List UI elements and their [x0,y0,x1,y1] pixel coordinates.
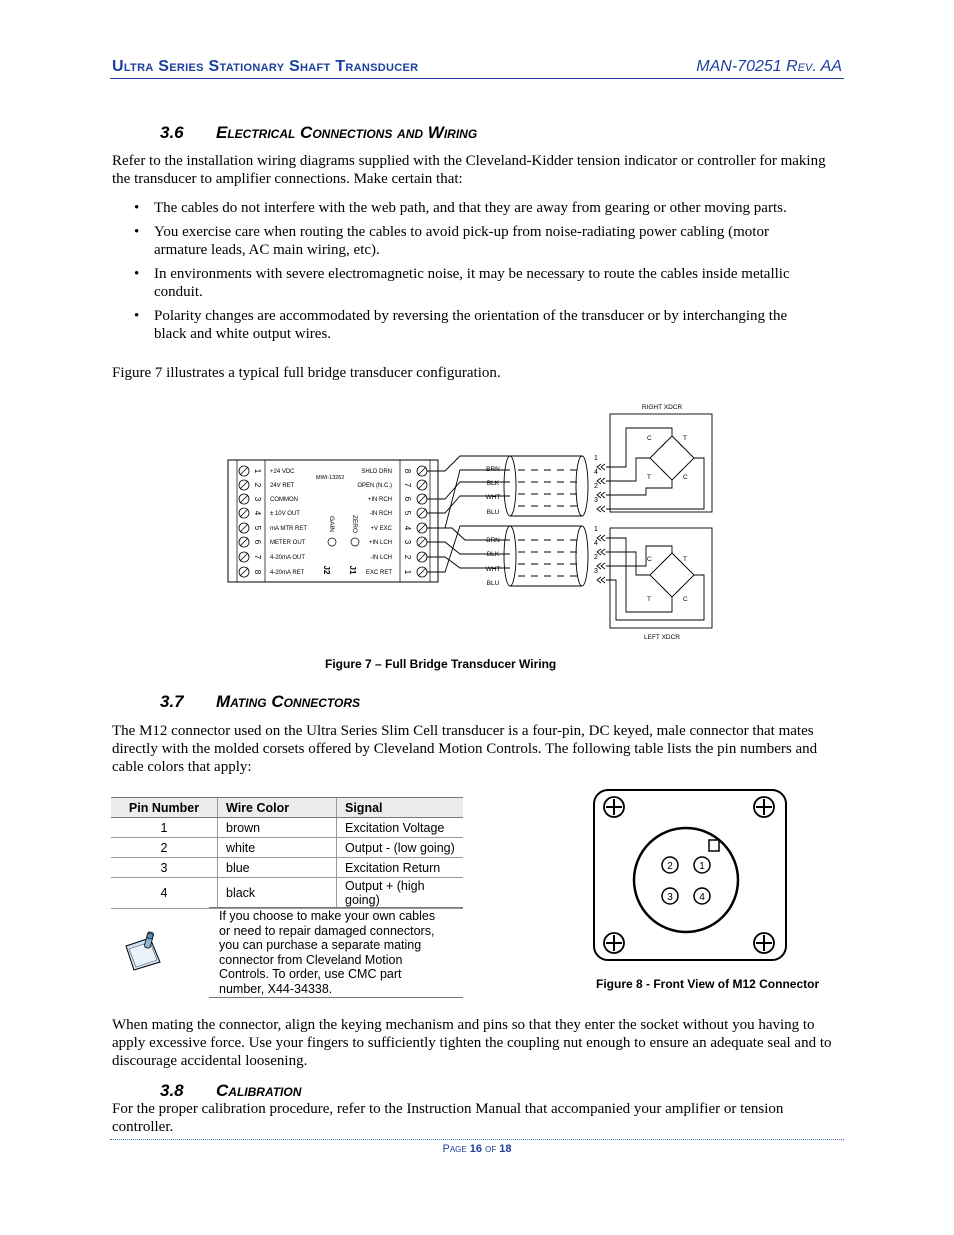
pin-number: 8 [403,468,412,474]
gain-label: GAIN [328,516,335,532]
table-cell: black [218,878,337,909]
zero-label: ZERO [351,514,358,534]
right-bridge [606,428,704,509]
header-doc-number: MAN-70251 Rev. AA [696,58,842,75]
left-transducer-box [610,528,712,628]
column-header: Pin Number [111,798,218,818]
table-cell: blue [218,858,337,878]
j1-label: J1 [348,565,357,575]
note-bottom-rule [209,997,463,998]
wire-label: BLU [486,509,500,516]
mating-paragraph: When mating the connector, align the keying mechanism and pins so that they enter the socket without you having to apply excessive force. Use your fingers to sufficiently tighten the coupling nut enough to ensure an adequate seal and to discourage accidental loosening. [112,1017,832,1069]
connector-key [709,840,719,851]
connector-pins-bottom [594,526,598,575]
wire-label: WHT [485,494,501,501]
memo-note-icon [120,928,166,974]
table-cell: 1 [111,818,218,838]
terminal-label: METER OUT [270,540,306,546]
section-3-8-heading [160,1081,301,1101]
pin-number: 2 [594,483,598,490]
left-bridge [606,538,704,620]
table-row [111,838,463,858]
table-header-row [111,798,463,818]
section-3-6-intro: Refer to the installation wiring diagrams supplied with the Cleveland-Kidder tension indicator or controller for making the transducer to amplifier connections. Make certain that: [112,153,826,187]
page-total: 18 [499,1143,512,1155]
pin-number: 3 [253,496,262,502]
section-title: Calibration [216,1081,302,1100]
j2-label: J2 [322,565,331,575]
pin-number: 2 [253,482,262,488]
list-item: • You exercise care when routing the cables to avoid pick-up from noise-radiating power cabling (motor armature leads, AC main wiring, etc). [112,223,812,259]
terminal-label: EXC RET [365,570,392,576]
wire-label: BLK [486,551,500,558]
table-cell: 3 [111,858,218,878]
cable-right-transducer [504,456,588,516]
pin-number: 3 [594,568,598,575]
terminal-label: +IN RCH [367,497,392,503]
bridge-label: T [647,596,651,603]
bridge-label: T [647,474,651,481]
wire-color-labels-top [486,466,501,516]
mounting-screw-icon [604,933,624,953]
table-row [111,878,463,909]
table-cell: Excitation Return [337,858,464,878]
list-item: • In environments with severe electromagnetic noise, it may be necessary to route the cables inside metallic conduit. [112,265,812,301]
page-footer [0,1143,954,1155]
pin-label: 1 [699,861,705,872]
pin-number: 3 [403,539,412,545]
terminal-label: 24V RET [270,483,295,489]
wire-label: BLU [486,580,500,587]
table-cell: 2 [111,838,218,858]
of-word: of [485,1143,497,1155]
figure-8-caption: Figure 8 - Front View of M12 Connector [596,977,820,991]
page-word: Page [442,1143,467,1155]
connector-pins-top [594,455,598,504]
wire-color-labels-bottom [486,537,501,587]
bridge-label: C [683,596,688,603]
figure-7-caption: Figure 7 – Full Bridge Transducer Wiring [325,657,557,671]
section-3-8-text: For the proper calibration procedure, refer to the Instruction Manual that accompanied your amplifier or tension controller. [112,1101,784,1135]
pin-number: 4 [253,510,262,516]
cable-left-transducer [504,526,588,586]
table-cell: Output - (low going) [337,838,464,858]
table-cell: brown [218,818,337,838]
column-header: Wire Color [218,798,337,818]
pin-number: 4 [594,540,598,547]
page-number: 16 [469,1143,483,1155]
mounting-screw-icon [604,797,624,817]
bridge-label: T [683,556,687,563]
table-cell: 4 [111,878,218,909]
pin-number: 6 [403,496,412,502]
section-title: Electrical Connections and Wiring [216,123,478,142]
pin-label: 2 [667,861,673,872]
wire-label: WHT [485,566,501,573]
pin-number: 5 [403,510,412,516]
terminal-label: OPEN (N.C.) [357,483,392,489]
connector-chevrons [597,464,605,583]
note-top-rule [209,907,463,908]
terminal-label: -IN RCH [369,511,392,517]
pin-number: 5 [253,525,262,531]
right-transducer-box [610,414,712,512]
table-row [111,818,463,838]
pin-number: 1 [253,468,262,474]
pin-number: 2 [403,554,412,560]
note-text: If you choose to make your own cables or need to repair damaged connectors, you can purchase a separate mating connector from Cleveland Motion Controls. To order, use CMC part number, X44-34338. [219,909,436,996]
pin-number: 8 [253,569,262,575]
terminal-label: ± 10V OUT [270,511,300,517]
board-model: MWI-13262 [316,475,345,481]
pin-number: 1 [594,526,598,533]
terminal-label: -IN LCH [370,555,392,561]
terminal-label: SHLD DRN [361,469,392,475]
connector-body [634,828,738,932]
mounting-screw-icon [754,797,774,817]
table-cell: white [218,838,337,858]
left-xdcr-label: LEFT XDCR [644,634,680,641]
terminal-label: +V EXC [370,526,392,532]
table-row [111,858,463,878]
pin-number: 7 [403,482,412,488]
section-3-7-heading [160,692,360,712]
terminal-label: mA MTR RET [270,526,307,532]
section-number: 3.8 [160,1081,184,1100]
figure-7-reference: Figure 7 illustrates a typical full bridge transducer configuration. [112,365,501,381]
requirements-list [112,199,812,349]
terminal-label: +24 VDC [270,469,295,475]
terminal-label: 4-20mA OUT [270,555,306,561]
pin-number: 2 [594,554,598,561]
pin-table [111,797,463,909]
terminal-label: COMMON [270,497,298,503]
bridge-label: T [683,435,687,442]
bridge-label: C [647,556,652,563]
pin-number: 6 [253,539,262,545]
list-item: • Polarity changes are accommodated by reversing the orientation of the transducer or by interchanging the black and white output wires. [112,307,812,343]
pin-number: 4 [403,525,412,531]
right-xdcr-label: RIGHT XDCR [641,404,683,411]
pin-label: 3 [667,892,673,903]
wire-label: BRN [486,537,500,544]
terminal-label: 4-20mA RET [270,570,305,576]
section-3-6-heading [160,123,477,143]
mounting-screw-icon [754,933,774,953]
pin-number: 1 [403,569,412,575]
wire-label: BRN [486,466,500,473]
bridge-label: C [647,435,652,442]
bridge-label: C [683,474,688,481]
wiring-diagram [220,398,720,644]
header-rule [110,78,844,79]
table-cell: Output + (high going) [337,878,464,909]
column-header: Signal [337,798,464,818]
pin-number: 3 [594,497,598,504]
pin-number: 7 [253,554,262,560]
pin-label: 4 [699,892,705,903]
pin-number: 4 [594,469,598,476]
header-title: Ultra Series Stationary Shaft Transducer [112,58,419,75]
section-number: 3.6 [160,123,184,142]
m12-connector-diagram [590,786,790,964]
table-cell: Excitation Voltage [337,818,464,838]
section-number: 3.7 [160,692,184,711]
terminal-label: +IN LCH [368,540,392,546]
pin-number: 1 [594,455,598,462]
section-title: Mating Connectors [216,692,361,711]
list-item: • The cables do not interfere with the web path, and that they are away from gearing or other moving parts. [112,199,812,217]
section-3-7-intro: The M12 connector used on the Ultra Series Slim Cell transducer is a four-pin, DC keyed, male connector that mates directly with the molded corsets offered by Cleveland Motion Controls. The following table lists the pin numbers and cable colors that apply: [112,723,818,775]
wire-label: BLK [486,480,500,487]
footer-rule [110,1139,844,1140]
